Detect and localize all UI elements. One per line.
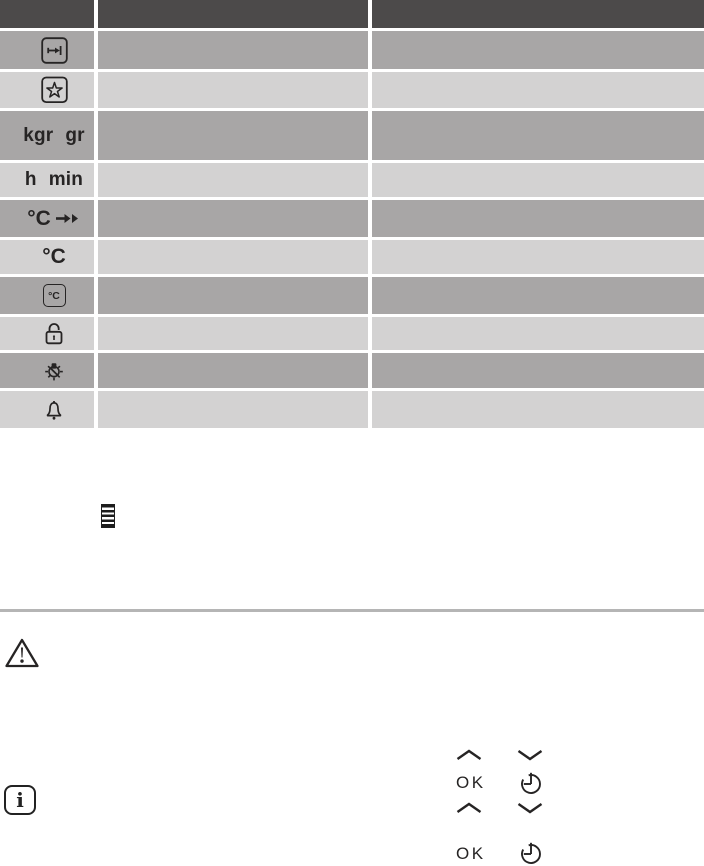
table-cell [98, 111, 368, 160]
table-header-row [0, 0, 704, 28]
timer-clock-icon [519, 771, 543, 795]
table-cell [372, 31, 704, 69]
table-header-cell [0, 0, 94, 28]
chevron-up-icon [456, 802, 482, 814]
table-header-cell [372, 0, 704, 28]
table-cell [372, 317, 704, 350]
timer-clock-icon [519, 841, 543, 865]
table-cell [372, 353, 704, 388]
symbol-cell [0, 391, 94, 428]
symbol-cell [0, 31, 94, 69]
temperature-label: °C [42, 245, 66, 268]
table-header-cell [98, 0, 368, 28]
table-cell [98, 317, 368, 350]
table-cell [98, 240, 368, 274]
table-row [0, 353, 704, 388]
symbol-cell [0, 200, 94, 237]
symbol-table [0, 0, 704, 431]
table-row [0, 391, 704, 428]
table-cell [372, 240, 704, 274]
symbol-cell [0, 111, 94, 160]
table-row [0, 317, 704, 350]
ok-label: OK [456, 844, 486, 863]
table-row [0, 72, 704, 108]
temperature-box-label: °C [48, 289, 60, 302]
time-unit-label: h [24, 169, 37, 190]
table-row [0, 111, 704, 160]
info-icon-label: i [16, 788, 24, 812]
stripe-panel-icon [101, 504, 115, 528]
table-cell [372, 277, 704, 314]
temperature-box-icon [43, 284, 66, 307]
symbol-cell [0, 72, 94, 108]
chevron-up-icon [456, 749, 482, 761]
table-cell [98, 353, 368, 388]
table-cell [98, 72, 368, 108]
warning-triangle-icon [4, 633, 40, 673]
table-row [0, 31, 704, 69]
symbol-cell [0, 353, 94, 388]
symbol-cell [0, 317, 94, 350]
symbol-cell [0, 277, 94, 314]
table-cell [372, 391, 704, 428]
chevron-down-icon [517, 749, 543, 761]
section-divider [0, 609, 704, 612]
time-unit-label: min [48, 169, 84, 190]
temperature-label: °C [27, 206, 51, 230]
alarm-bell-icon [42, 398, 66, 422]
fast-heat-up-arrow-icon [55, 211, 81, 226]
child-lock-open-icon [42, 321, 66, 346]
table-cell [98, 163, 368, 197]
symbol-cell [0, 240, 94, 274]
table-cell [372, 72, 704, 108]
table-cell [372, 200, 704, 237]
table-row [0, 163, 704, 197]
table-row [0, 240, 704, 274]
ok-label: OK [456, 773, 486, 792]
table-row [0, 277, 704, 314]
chevron-down-icon [517, 802, 543, 814]
weight-unit-label: kgr [23, 124, 54, 146]
table-cell [372, 111, 704, 160]
table-cell [372, 163, 704, 197]
table-row [0, 200, 704, 237]
table-cell [98, 391, 368, 428]
light-off-icon [43, 360, 65, 382]
favourite-star-icon [41, 76, 68, 104]
info-icon [4, 785, 36, 815]
table-cell [98, 277, 368, 314]
table-cell [98, 31, 368, 69]
weight-unit-label: gr [65, 124, 85, 146]
box-arrow-icon [41, 37, 68, 64]
symbol-cell [0, 163, 94, 197]
table-cell [98, 200, 368, 237]
